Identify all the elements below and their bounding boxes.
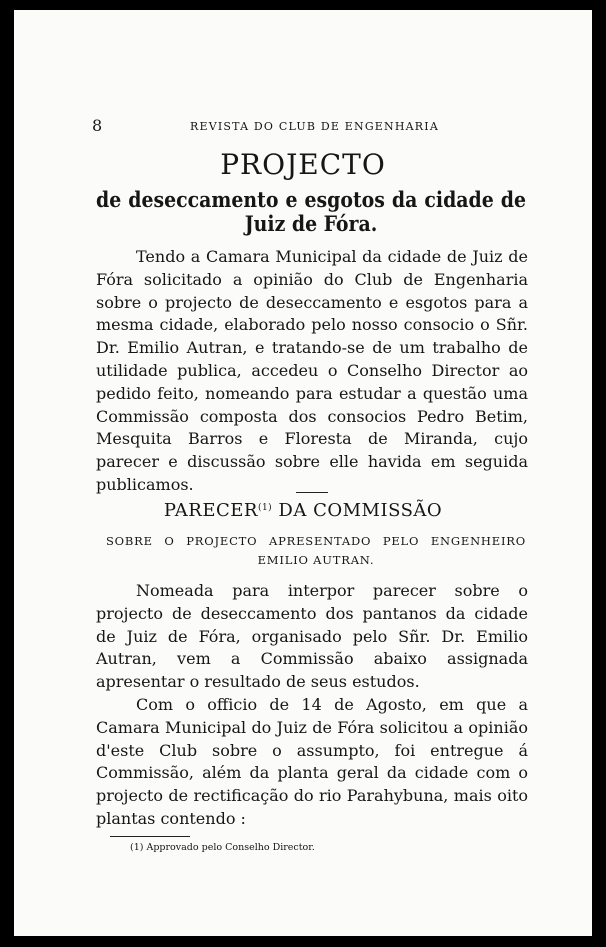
report-paragraph-2: Com o officio de 14 de Agosto, em que a Camara Municipal do Juiz de Fóra solicitou a opinião d'este Club sobre o assumpto, foi entregue á Commissão, além da planta geral da cidade com o projecto de rectificação do rio Parahybuna, mais oito plantas contendo : [96,695,528,828]
page-number: 8 [92,116,103,135]
footnote: (1) Approvado pelo Conselho Director. [130,842,315,853]
document-page [14,10,592,936]
section-subheading: SOBRE O PROJECTO APRESENTADO PELO ENGENHEIRO EMILIO AUTRAN. [106,534,526,567]
report-paragraph-1: Nomeada para interpor parecer sobre o projecto de deseccamento dos pantanos da cidade de Juiz de Fóra, organisado pelo Sñr. Dr. Emilio Autran, vem a Commissão abaixo assignada apresentar o resultado de seus estudos. [96,581,528,692]
page-title: PROJECTO [220,148,386,181]
footnote-marker: (1) [257,503,273,513]
footnote-rule [110,836,190,837]
running-head: REVISTA DO CLUB DE ENGENHARIA [190,120,439,133]
intro-paragraph: Tendo a Camara Municipal da cidade de Juiz de Fóra solicitado a opinião do Club de Engenharia sobre o projecto de deseccamento e esgotos para a mesma cidade, elaborado pelo nosso consocio o Sñr. Dr. Emilio Autran, e tratando-se de um trabalho de utilidade publica, accedeu o Conselho Director ao pedido feito, nomeando para estudar a questão uma Commissão composta dos consocios Pedro Betim, Mesquita Barros e Floresta de Miranda, cujo parecer e discussão sobre elle havida em seguida publicamos. [96,247,528,494]
section-divider [296,492,328,493]
section-heading: PARECER$^{(1)}$ DA COMMISSÃO [163,500,443,521]
page-subtitle: de deseccamento e esgotos da cidade de Juiz de Fóra. [96,187,526,236]
